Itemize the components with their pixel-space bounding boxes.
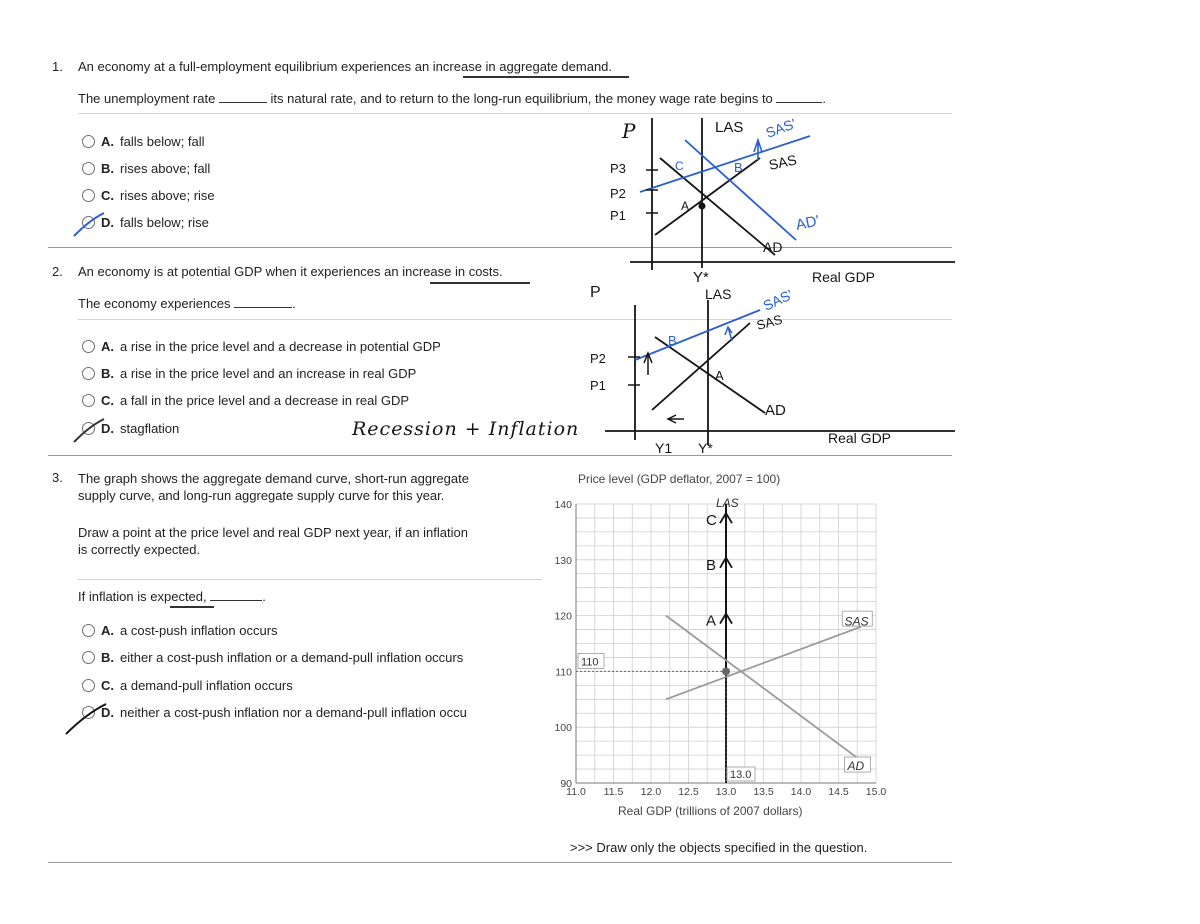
equilibrium-point (722, 667, 730, 675)
q1-option-c[interactable]: C. rises above; rise (82, 188, 215, 203)
sas-label: SAS (844, 614, 869, 629)
svg-text:B: B (734, 160, 743, 175)
y-tick-label: 130 (554, 554, 572, 567)
q2-handwritten-underline (430, 282, 530, 284)
svg-text:P2: P2 (590, 351, 606, 366)
q1-number: 1. (52, 59, 63, 74)
q2-selection-checkmark (70, 416, 110, 446)
svg-text:Y*: Y* (693, 269, 709, 286)
as-ad-grid-chart[interactable] (540, 488, 900, 823)
svg-text:P1: P1 (590, 378, 606, 393)
q2-handwritten-note: Recession + Inflation (352, 418, 580, 440)
svg-text:P: P (622, 119, 636, 143)
q2-option-a[interactable]: A. a rise in the price level and a decrease in potential GDP (82, 339, 441, 354)
svg-text:SAS': SAS' (760, 286, 796, 314)
radio-button[interactable] (82, 679, 95, 692)
svg-text:P1: P1 (610, 208, 626, 223)
svg-text:B: B (668, 333, 677, 348)
x-tick-label: 14.0 (790, 786, 812, 798)
svg-text:AD: AD (763, 239, 783, 255)
q3-option-d[interactable]: D. neither a cost-push inflation nor a demand-pull inflation occu (82, 705, 514, 720)
ad-label: AD (847, 759, 865, 774)
q1-handwritten-underline (463, 76, 629, 78)
radio-button[interactable] (82, 624, 95, 637)
svg-text:P2: P2 (610, 186, 626, 201)
svg-text:LAS: LAS (715, 119, 744, 136)
handwritten-label-b: B (706, 556, 717, 574)
x-tick-label: 11.5 (603, 786, 624, 798)
handwritten-point-b (720, 558, 732, 574)
radio-button[interactable] (82, 394, 95, 407)
svg-text:Real GDP: Real GDP (828, 430, 892, 446)
footer-instruction: >>> Draw only the objects specified in the question. (570, 840, 868, 855)
svg-text:AD': AD' (794, 212, 822, 234)
svg-text:SAS': SAS' (763, 115, 798, 141)
q1-option-d[interactable]: D. falls below; rise (82, 215, 209, 230)
q1-prompt: An economy at a full-employment equilibrium experiences an increase in aggregate demand. (78, 59, 613, 74)
x-tick-label: 11.0 (566, 786, 586, 798)
svg-text:P3: P3 (610, 161, 626, 176)
svg-text:SAS: SAS (754, 311, 784, 333)
q3-draw-instruction: Draw a point at the price level and real GDP next year, if an inflation is correctly expected. (78, 525, 468, 557)
x-tick-label: 13.5 (753, 786, 774, 798)
chart-x-axis-label: Real GDP (trillions of 2007 dollars) (618, 804, 803, 818)
q2-option-d[interactable]: D. stagflation (82, 421, 179, 436)
y-tick-label: 140 (554, 499, 572, 511)
q2-number: 2. (52, 264, 63, 279)
x-tick-label: 12.0 (640, 786, 662, 798)
svg-text:Y1: Y1 (655, 440, 673, 456)
q2-prompt: An economy is at potential GDP when it experiences an increase in costs. (78, 264, 503, 279)
svg-text:A: A (681, 199, 690, 213)
sketch2-ad (655, 337, 765, 413)
q2-option-c[interactable]: C. a fall in the price level and a decrease in real GDP (82, 393, 409, 408)
q1-sentence: The unemployment rate its natural rate, and to return to the long-run equilibrium, the money wage rate begins to . (78, 91, 827, 106)
svg-text:C: C (675, 159, 684, 173)
q3-prompt: The graph shows the aggregate demand curve, short-run aggregate supply curve, and long-run aggregate supply curve for this year. (78, 471, 469, 503)
q2-blank[interactable] (234, 307, 292, 308)
handwritten-label-c: C (706, 512, 717, 530)
sketch2-sas (652, 323, 750, 410)
svg-text:A: A (715, 368, 724, 383)
sketch2-shift-arrow (725, 327, 732, 341)
q1-selection-checkmark (70, 210, 110, 240)
q3-bottom-separator (48, 862, 952, 863)
equilibrium-y-label: 110 (581, 656, 599, 669)
equilibrium-x-label: 13.0 (730, 769, 752, 781)
handwritten-label-a: A (706, 612, 717, 630)
x-tick-label: 15.0 (865, 786, 887, 798)
x-tick-label: 12.5 (678, 786, 699, 798)
x-tick-label: 13.0 (715, 786, 737, 798)
q3-handwritten-underline (170, 606, 214, 608)
radio-button[interactable] (82, 162, 95, 175)
q1-blank-1[interactable] (219, 102, 267, 103)
svg-text:SAS: SAS (767, 151, 799, 173)
q3-selection-checkmark (62, 700, 112, 738)
radio-button[interactable] (82, 651, 95, 664)
svg-text:Real GDP: Real GDP (812, 269, 876, 285)
q2-sentence: The economy experiences . (78, 296, 296, 311)
las-label: LAS (716, 495, 739, 510)
q3-divider (78, 579, 542, 580)
svg-text:AD: AD (765, 402, 786, 419)
q1-option-a[interactable]: A. falls below; fall (82, 134, 205, 149)
y-tick-label: 100 (554, 722, 572, 735)
q3-option-b[interactable]: B. either a cost-push inflation or a demand-pull inflation occurs (82, 650, 463, 665)
q3-number: 3. (52, 470, 63, 485)
sketch2-sas-new (635, 310, 760, 360)
svg-text:Y*: Y* (698, 440, 713, 456)
y-tick-label: 110 (555, 666, 572, 679)
q3-sentence: If inflation is expected, . (78, 589, 266, 604)
chart-title: Price level (GDP deflator, 2007 = 100) (578, 472, 781, 486)
q1-option-b[interactable]: B. rises above; fall (82, 161, 210, 176)
sketch1-equilibrium-dot (699, 203, 706, 210)
sketch-1-as-ad-diagram (560, 110, 960, 290)
radio-button[interactable] (82, 135, 95, 148)
sketch1-up-arrow (754, 140, 762, 160)
sketch-2-as-ad-diagram (560, 275, 960, 460)
y-tick-label: 120 (554, 610, 572, 623)
x-tick-label: 14.5 (828, 786, 849, 798)
radio-button[interactable] (82, 367, 95, 380)
q3-blank[interactable] (210, 600, 262, 601)
q3-option-a[interactable]: A. a cost-push inflation occurs (82, 623, 278, 638)
sketch2-left-arrow (668, 415, 684, 423)
q2-option-b[interactable]: B. a rise in the price level and an increase in real GDP (82, 366, 416, 381)
radio-button[interactable] (82, 189, 95, 202)
q3-option-c[interactable]: C. a demand-pull inflation occurs (82, 678, 293, 693)
handwritten-point-c (720, 513, 732, 529)
radio-button[interactable] (82, 340, 95, 353)
svg-text:LAS: LAS (705, 286, 732, 302)
q1-blank-2[interactable] (776, 102, 822, 103)
y-tick-label: 90 (560, 778, 572, 790)
svg-text:P: P (590, 284, 601, 301)
